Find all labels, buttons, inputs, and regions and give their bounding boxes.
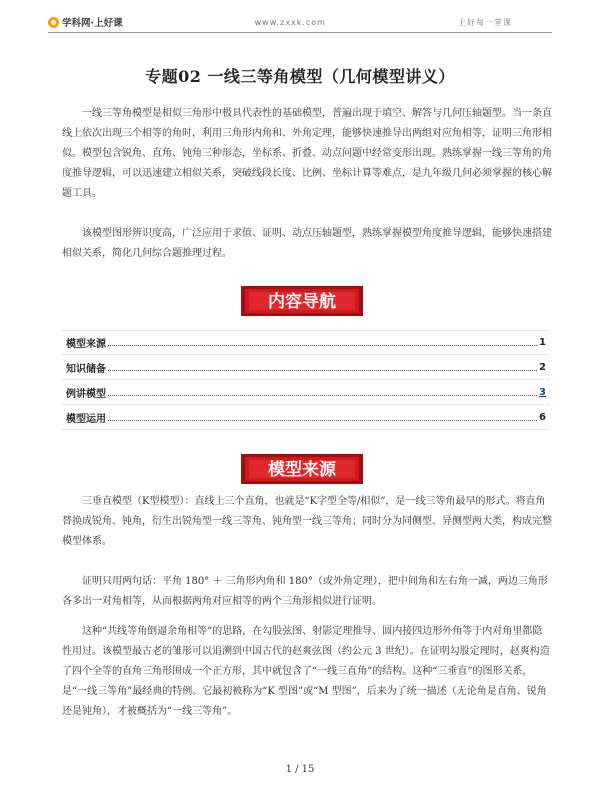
page-title: 专题02 一线三等角模型（几何模型讲义） [145, 67, 455, 86]
brand-logo [48, 15, 123, 29]
site-url: www.zxxk.com [254, 17, 326, 27]
toc-item-page: 6 [539, 411, 546, 423]
toc-item-page: 1 [539, 336, 546, 348]
page-header [48, 12, 552, 32]
header-slogan: 上好每一堂课 [457, 17, 512, 27]
toc-dot-leader [108, 370, 537, 371]
intro-paragraph-2: 该模型图形辨识度高，广泛应用于求值、证明、动点压轴题型，熟练掌握模型角度推导逻辑，能够快速搭建相似关系，简化几何综合题推理过程。 [62, 228, 552, 259]
page-number: 1 / 15 [285, 764, 315, 775]
toc-item-page: 2 [539, 361, 546, 373]
toc-item-application[interactable] [62, 405, 550, 430]
toc-dot-leader [108, 395, 537, 396]
table-of-contents [62, 330, 550, 430]
toc-item-label: 模型来源 [66, 338, 106, 350]
header-divider [48, 32, 552, 33]
toc-item-examples[interactable] [62, 380, 550, 405]
toc-item-page-link[interactable]: 3 [539, 386, 546, 398]
toc-dot-leader [108, 345, 537, 346]
toc-item-knowledge[interactable] [62, 355, 550, 380]
toc-banner-text: 内容导航 [268, 292, 336, 312]
toc-banner [241, 286, 363, 316]
toc-dot-leader [108, 420, 537, 421]
toc-item-label: 例讲模型 [66, 388, 106, 400]
toc-item-label: 知识储备 [66, 363, 106, 375]
section-banner [241, 454, 363, 484]
brand-logo-icon [48, 17, 59, 28]
intro-paragraph-1: 一线三等角模型是相似三角形中极具代表性的基础模型，普遍出现于填空、解答与几何压轴题型。当一条直线上依次出现三个相等的角时，利用三角形内角和、外角定理，能够快速推导出两组对应角相等，证明三角形相似。模型包含锐角、直角、钝角三种形态，坐标系、折叠、动点问题中经常变形出现。熟练掌握一线三等角的角度推导逻辑，可以迅速建立相似关系，突破线段长度、比例、坐标计算等难点，是九年级几何必须掌握的核心解题工具。 [62, 108, 552, 199]
toc-item-label: 模型运用 [66, 413, 106, 425]
section-banner-text: 模型来源 [268, 460, 336, 480]
section-paragraph-2: 证明只用两句话：平角 180° ＋ 三角形内角和 180°（或外角定理），把中间角和左右角一减，两边三角形各多出一对角相等，从而根据两角对应相等的两个三角形相似进行证明。 [62, 576, 548, 607]
brand-name: 学科网·上好课 [62, 18, 123, 29]
toc-item-model-source[interactable] [62, 330, 550, 355]
section-paragraph-3: 这种“共线等角倒逼余角相等”的思路，在勾股弦图、射影定理推导、圆内接四边形外角等于内对角里都隐性用过。该模型最古老的雏形可以追溯到中国古代的赵爽弦图（约公元 3 世纪）。在证明勾股定理时，赵爽构造了四个全等的直角三角形围成一个正方形，其中就包含了“一线三直角”的结构。这种“三垂直”的图形关系，是“一线三等角”最经典的特例。它最初被称为“K 型图”或“M 型图”，后来为了统一描述（无论角是直角、锐角还是钝角），才被概括为“一线三等角”。 [62, 626, 550, 717]
section-paragraph-1: 三垂直模型（K型模型）：直线上三个直角，也就是“K字型全等/相似”，是一线三等角最早的形式。将直角替换成锐角、钝角，衍生出锐角型一线三等角、钝角型一线三等角；同时分为同侧型、异侧型两大类，构成完整模型体系。 [62, 496, 552, 547]
